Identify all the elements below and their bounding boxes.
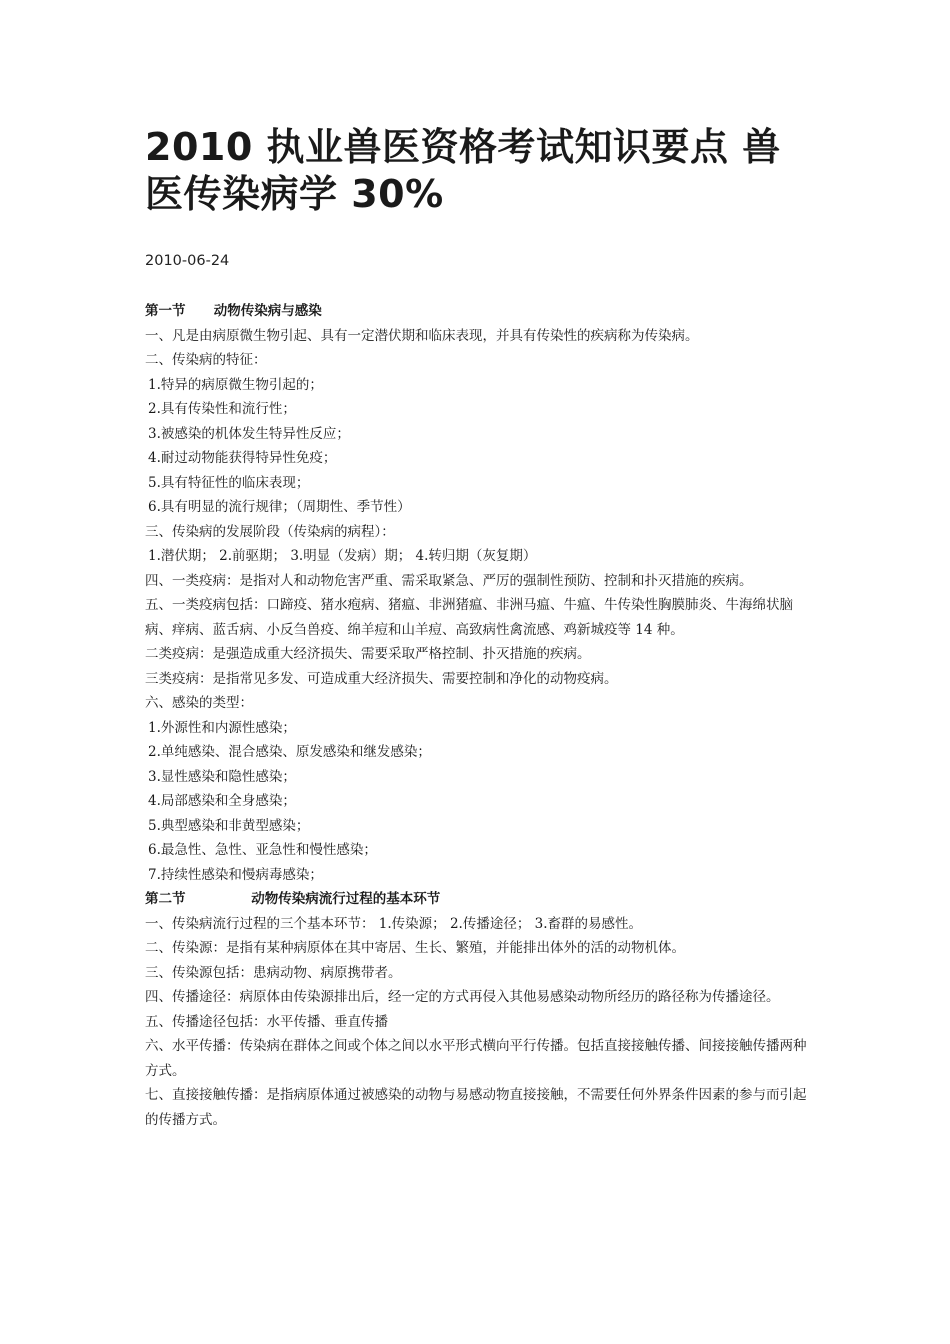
paragraph: 四、一类疫病：是指对人和动物危害严重、需采取紧急、严厉的强制性预防、控制和扑灭措施的疾病。: [145, 572, 753, 589]
list-item: 2.单纯感染、混合感染、原发感染和继发感染；: [148, 744, 431, 760]
document-page: [145, 124, 810, 1132]
paragraph: 五、传播途径包括：水平传播、垂直传播: [145, 1013, 388, 1030]
list-item: 7.持续性感染和慢病毒感染；: [148, 866, 323, 883]
list-item: 4.局部感染和全身感染；: [148, 793, 296, 809]
paragraph: 五、一类疫病包括：口蹄疫、猪水疱病、猪瘟、非洲猪瘟、非洲马瘟、牛瘟、牛传染性胸膜肺炎、牛海绵状脑病、痒病、蓝舌病、小反刍兽疫、绵羊痘和山羊痘、高致病性禽流感、鸡新城疫等 14 种。: [145, 597, 793, 638]
list-item: 1.潜伏期； 2.前驱期； 3.明显（发病）期； 4.转归期（灰复期）: [148, 548, 537, 564]
paragraph: 二、传染源：是指有某种病原体在其中寄居、生长、繁殖，并能排出体外的活的动物机体。: [145, 940, 685, 956]
document-title: 2010 执业兽医资格考试知识要点 兽医传染病学 30%: [145, 125, 781, 216]
paragraph: 四、传播途径：病原体由传染源排出后，经一定的方式再侵入其他易感染动物所经历的路径称为传播途径。: [145, 989, 780, 1005]
list-item: 1.特异的病原微生物引起的；: [148, 376, 323, 393]
section-heading: 第一节 动物传染病与感染: [145, 303, 322, 319]
list-item: 5.典型感染和非黄型感染；: [148, 817, 310, 834]
paragraph: 六、水平传播：传染病在群体之间或个体之间以水平形式横向平行传播。包括直接接触传播、间接接触传播两种方式。: [145, 1038, 807, 1079]
list-item: 6.最急性、急性、亚急性和慢性感染；: [148, 842, 377, 858]
paragraph: 三、传染病的发展阶段（传染病的病程）：: [145, 523, 395, 540]
list-item: 4.耐过动物能获得特异性免疫；: [148, 450, 337, 466]
list-item: 5.具有特征性的临床表现；: [148, 474, 310, 491]
list-item: 3.被感染的机体发生特异性反应；: [148, 425, 350, 442]
paragraph: 三、传染源包括：患病动物、病原携带者。: [145, 964, 402, 981]
paragraph: 二类疫病：是强造成重大经济损失、需要采取严格控制、扑灭措施的疾病。: [145, 646, 591, 662]
paragraph: 六、感染的类型：: [145, 695, 253, 711]
paragraph: 一、传染病流行过程的三个基本环节： 1.传染源； 2.传播途径； 3.畜群的易感性。: [145, 915, 643, 932]
paragraph: 三类疫病：是指常见多发、可造成重大经济损失、需要控制和净化的动物疫病。: [145, 670, 618, 687]
section-heading: 第二节 动物传染病流行过程的基本环节: [145, 891, 441, 907]
list-item: 2.具有传染性和流行性；: [148, 401, 296, 417]
list-item: 1.外源性和内源性感染；: [148, 719, 296, 736]
paragraph: 二、传染病的特征：: [145, 352, 267, 368]
publish-date: 2010-06-24: [145, 253, 230, 269]
list-item: 3.显性感染和隐性感染；: [148, 768, 296, 785]
paragraph: 七、直接接触传播：是指病原体通过被感染的动物与易感动物直接接触，不需要任何外界条件因素的参与而引起的传播方式。: [145, 1087, 807, 1128]
paragraph: 一、凡是由病原微生物引起、具有一定潜伏期和临床表现，并具有传染性的疾病称为传染病。: [145, 327, 699, 344]
document-body: [145, 299, 810, 1132]
list-item: 6.具有明显的流行规律；（周期性、季节性）: [148, 499, 411, 515]
